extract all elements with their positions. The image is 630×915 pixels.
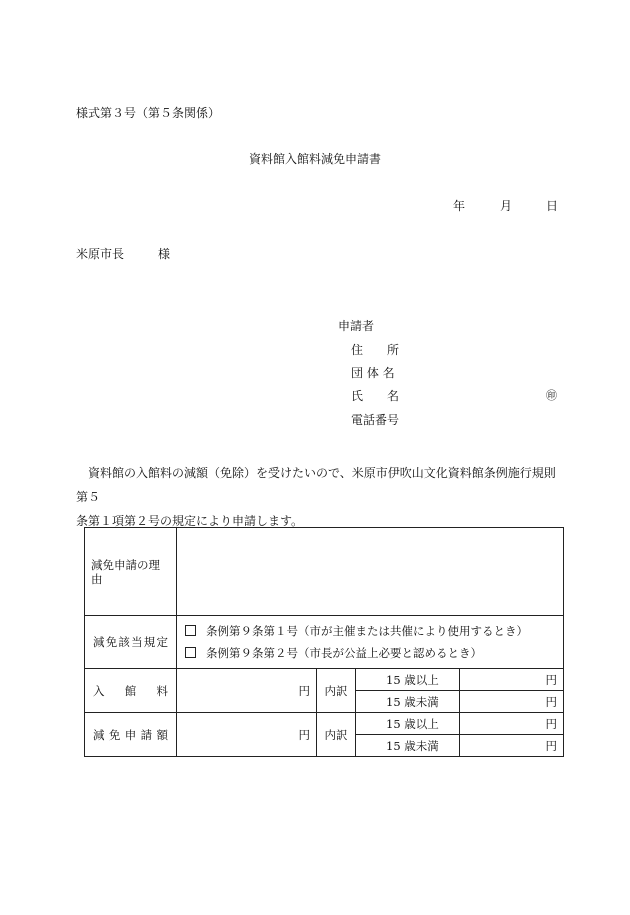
applicant-heading: 申請者: [338, 319, 375, 333]
reduction-age-under-amount[interactable]: [460, 735, 564, 757]
statement-line-2: 条第１項第２号の規定により申請します。: [76, 514, 304, 528]
statement-line-1: 資料館の入館料の減額（免除）を受けたいので、米原市伊吹山文化資料館条例施行規則第５: [76, 466, 556, 504]
fee-age-over-label: 15 歳以上: [356, 669, 460, 691]
seal-mark-icon: ㊞: [546, 389, 557, 402]
applicant-phone-label: 電話番号: [351, 413, 400, 427]
fee-label: 入 館 料: [85, 669, 177, 713]
reduction-age-under-unit: 円: [545, 738, 557, 753]
fee-age-over-amount[interactable]: [460, 669, 564, 691]
fee-age-over-unit: 円: [545, 672, 557, 687]
reduction-age-over-label: 15 歳以上: [356, 713, 460, 735]
fee-age-under-label: 15 歳未満: [356, 691, 460, 713]
checkbox-icon[interactable]: [185, 647, 196, 658]
rule-option-2-label: 条例第９条第２号（市長が公益上必要と認めるとき）: [206, 646, 482, 660]
checkbox-icon[interactable]: [185, 625, 196, 636]
applicant-address-label: 住 所: [351, 343, 400, 357]
fee-unit: 円: [298, 683, 310, 698]
rule-option-1[interactable]: [185, 620, 555, 642]
rule-option-2[interactable]: [185, 642, 555, 664]
rule-options: [177, 616, 564, 669]
date-month-label: 月: [500, 199, 513, 213]
applicant-group-label: 団 体 名: [351, 366, 395, 380]
fee-age-under-amount[interactable]: [460, 691, 564, 713]
addressee-honorific: 様: [158, 247, 171, 261]
applicant-name-label: 氏 名: [351, 389, 400, 403]
document-title: 資料館入館料減免申請書: [248, 152, 381, 166]
addressee-name: 米原市長: [76, 247, 125, 261]
reduction-age-over-amount[interactable]: [460, 713, 564, 735]
rule-option-1-label: 条例第９条第１号（市が主催または共催により使用するとき）: [206, 624, 528, 638]
date-year-label: 年: [453, 199, 466, 213]
reduction-unit: 円: [298, 727, 310, 742]
date-day-label: 日: [546, 199, 559, 213]
rule-label: 減免該当規定: [85, 616, 177, 669]
reduction-amount-field[interactable]: [177, 713, 317, 757]
reduction-breakdown-label: 内訳: [317, 713, 356, 757]
reduction-age-over-unit: 円: [545, 716, 557, 731]
reduction-age-under-label: 15 歳未満: [356, 735, 460, 757]
fee-breakdown-label: 内訳: [317, 669, 356, 713]
reason-input[interactable]: [177, 528, 564, 616]
application-statement: [76, 461, 560, 533]
reason-label: 減免申請の理由: [85, 528, 177, 616]
reduction-label: 減 免 申 請 額: [85, 713, 177, 757]
fee-age-under-unit: 円: [545, 694, 557, 709]
form-number: 様式第３号（第５条関係）: [76, 106, 221, 120]
fee-amount-field[interactable]: [177, 669, 317, 713]
application-form-table: [84, 527, 564, 757]
